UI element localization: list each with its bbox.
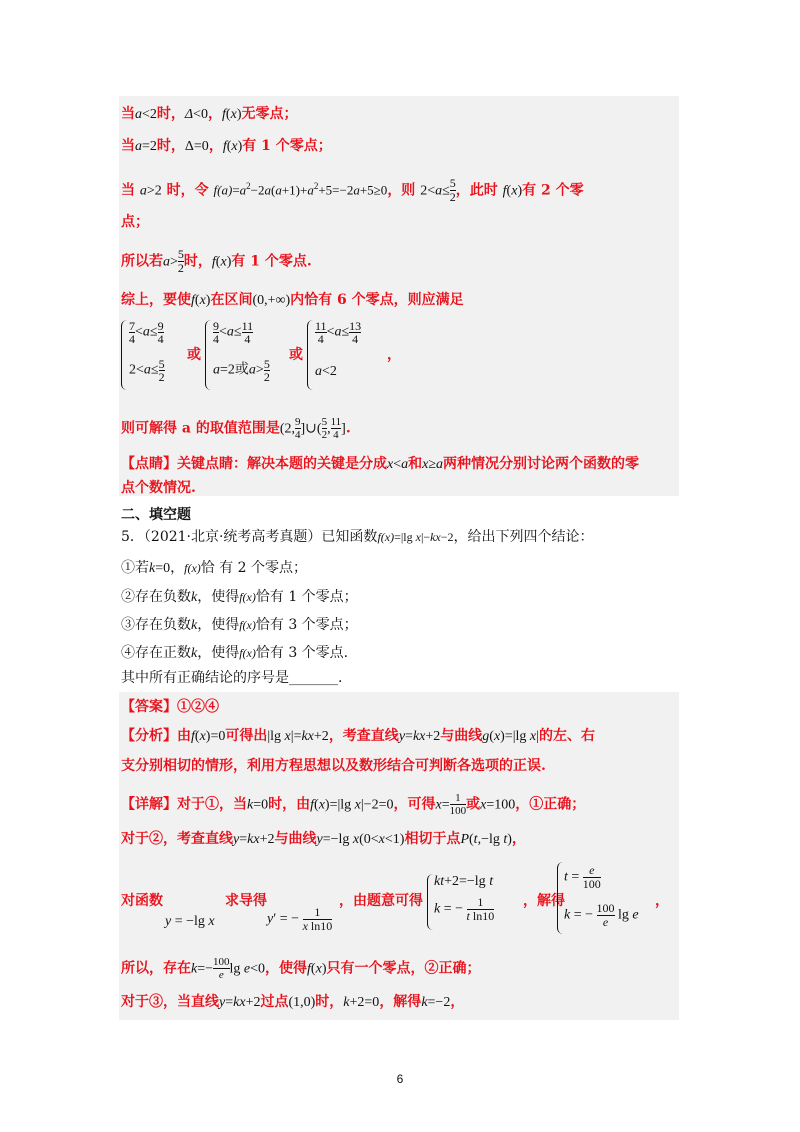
text-line-a-eq-2: 当a=2时，Δ=0，f(x)有 1 个零点； [121, 138, 332, 154]
analysis-line-2: 支分别相切的情形，利用方程思想以及数形结合可判断各选项的正误. [121, 758, 546, 774]
text-line-key-point: 【点睛】关键点睛：解决本题的关键是分成x<a和x≥a两种情况分别讨论两个函数的零 [121, 456, 640, 472]
detail-line-2: 对于②，考查直线y=kx+2与曲线y=−lg x(0<x<1)相切于点P(t,−lg t)， [121, 831, 526, 847]
analysis-line-1: 【分析】由f(x)=0可得出|lg x|=kx+2，考查直线y=kx+2与曲线g(x)=|lg x|的左、右 [121, 728, 595, 744]
detail-line-4: 所以，存在k=− $\frac{100}{e}$ lg e<0，使得f(x)只有一个零点，②正确； [121, 956, 481, 981]
text-line-a-lt-2: 当a<2时，Δ<0，f(x)无零点； [121, 106, 298, 122]
option-3: ③存在负数k，使得f(x)恰有 3 个零点； [121, 617, 358, 633]
option-1: ①若k=0，f(x)恰 有 2 个零点； [121, 560, 308, 576]
page-number: 6 [396, 1072, 404, 1086]
text-line-so-if: 所以若a> $\frac{5}{2}$ 时，f(x)有 1 个零点. [121, 247, 312, 275]
question-5-stem: 5．（2021·北京·统考高考真题）已知函数f(x)=|lg x|−kx−2，给出下列四个结论： [121, 529, 594, 545]
text-line-key-point-cont: 点个数情况. [121, 480, 196, 496]
section-heading: 二、填空题 [121, 507, 191, 523]
answer-line: 【答案】①②④ [121, 699, 219, 715]
option-4: ④存在正数k，使得f(x)恰有 3 个零点. [121, 645, 349, 661]
detail-line-1: 【详解】对于①，当k=0时，由f(x)=|lg x|−2=0，可得x= $\frac{1}{100}$ 或x=100，①正确； [121, 792, 586, 817]
text-line-summary: 综上，要使f(x)在区间(0,+∞)内恰有 6 个零点，则应满足 [121, 292, 464, 308]
text-line-a-gt-2: 当 a>2 时，令 $f(a)=a^2-2a(a+1)+a^2+5=-2a+5\ge 0$，则 2<a≤ $\frac{5}{2}$ ，此时 f(x)有 2 个零 [121, 176, 584, 205]
text-line-a-gt-2-cont: 点； [121, 214, 149, 230]
question-ask: 其中所有正确结论的序号是_______. [121, 670, 343, 686]
inequality-systems: $\frac{7}{4}$ <a≤ $\frac{9}{4}$ 2<a≤ $\frac{5}{2}$ 或 $\frac{9}{4}$ <a≤ $\frac{11}{4}$ a=2或a> $\frac{5}{2}$ 或 $\frac{11}{4}$ <a≤ $\frac{13}{4}$ a<2 ， [121, 318, 681, 394]
option-2: ②存在负数k，使得f(x)恰有 1 个零点； [121, 589, 358, 605]
text-line-range: 则可解得 a 的取值范围是(2, $\frac{9}{4}$ ]∪( $\frac{5}{2}$ , $\frac{11}{4}$ ]. [121, 416, 351, 441]
detail-line-3: 对函数 y = −lg x 求导得 y′ = − $\frac{1}{\text{x ln10}}$ ，由题意可得 kt+2=−lg t k = − $\frac{1}{\text{t ln10}}$ ，解得 t = $\frac{e}{100}$ k = − $\frac{100}{e}$ lg e ， [121, 863, 669, 933]
detail-line-5: 对于③，当直线y=kx+2过点(1,0)时，k+2=0，解得k=−2， [121, 994, 465, 1010]
